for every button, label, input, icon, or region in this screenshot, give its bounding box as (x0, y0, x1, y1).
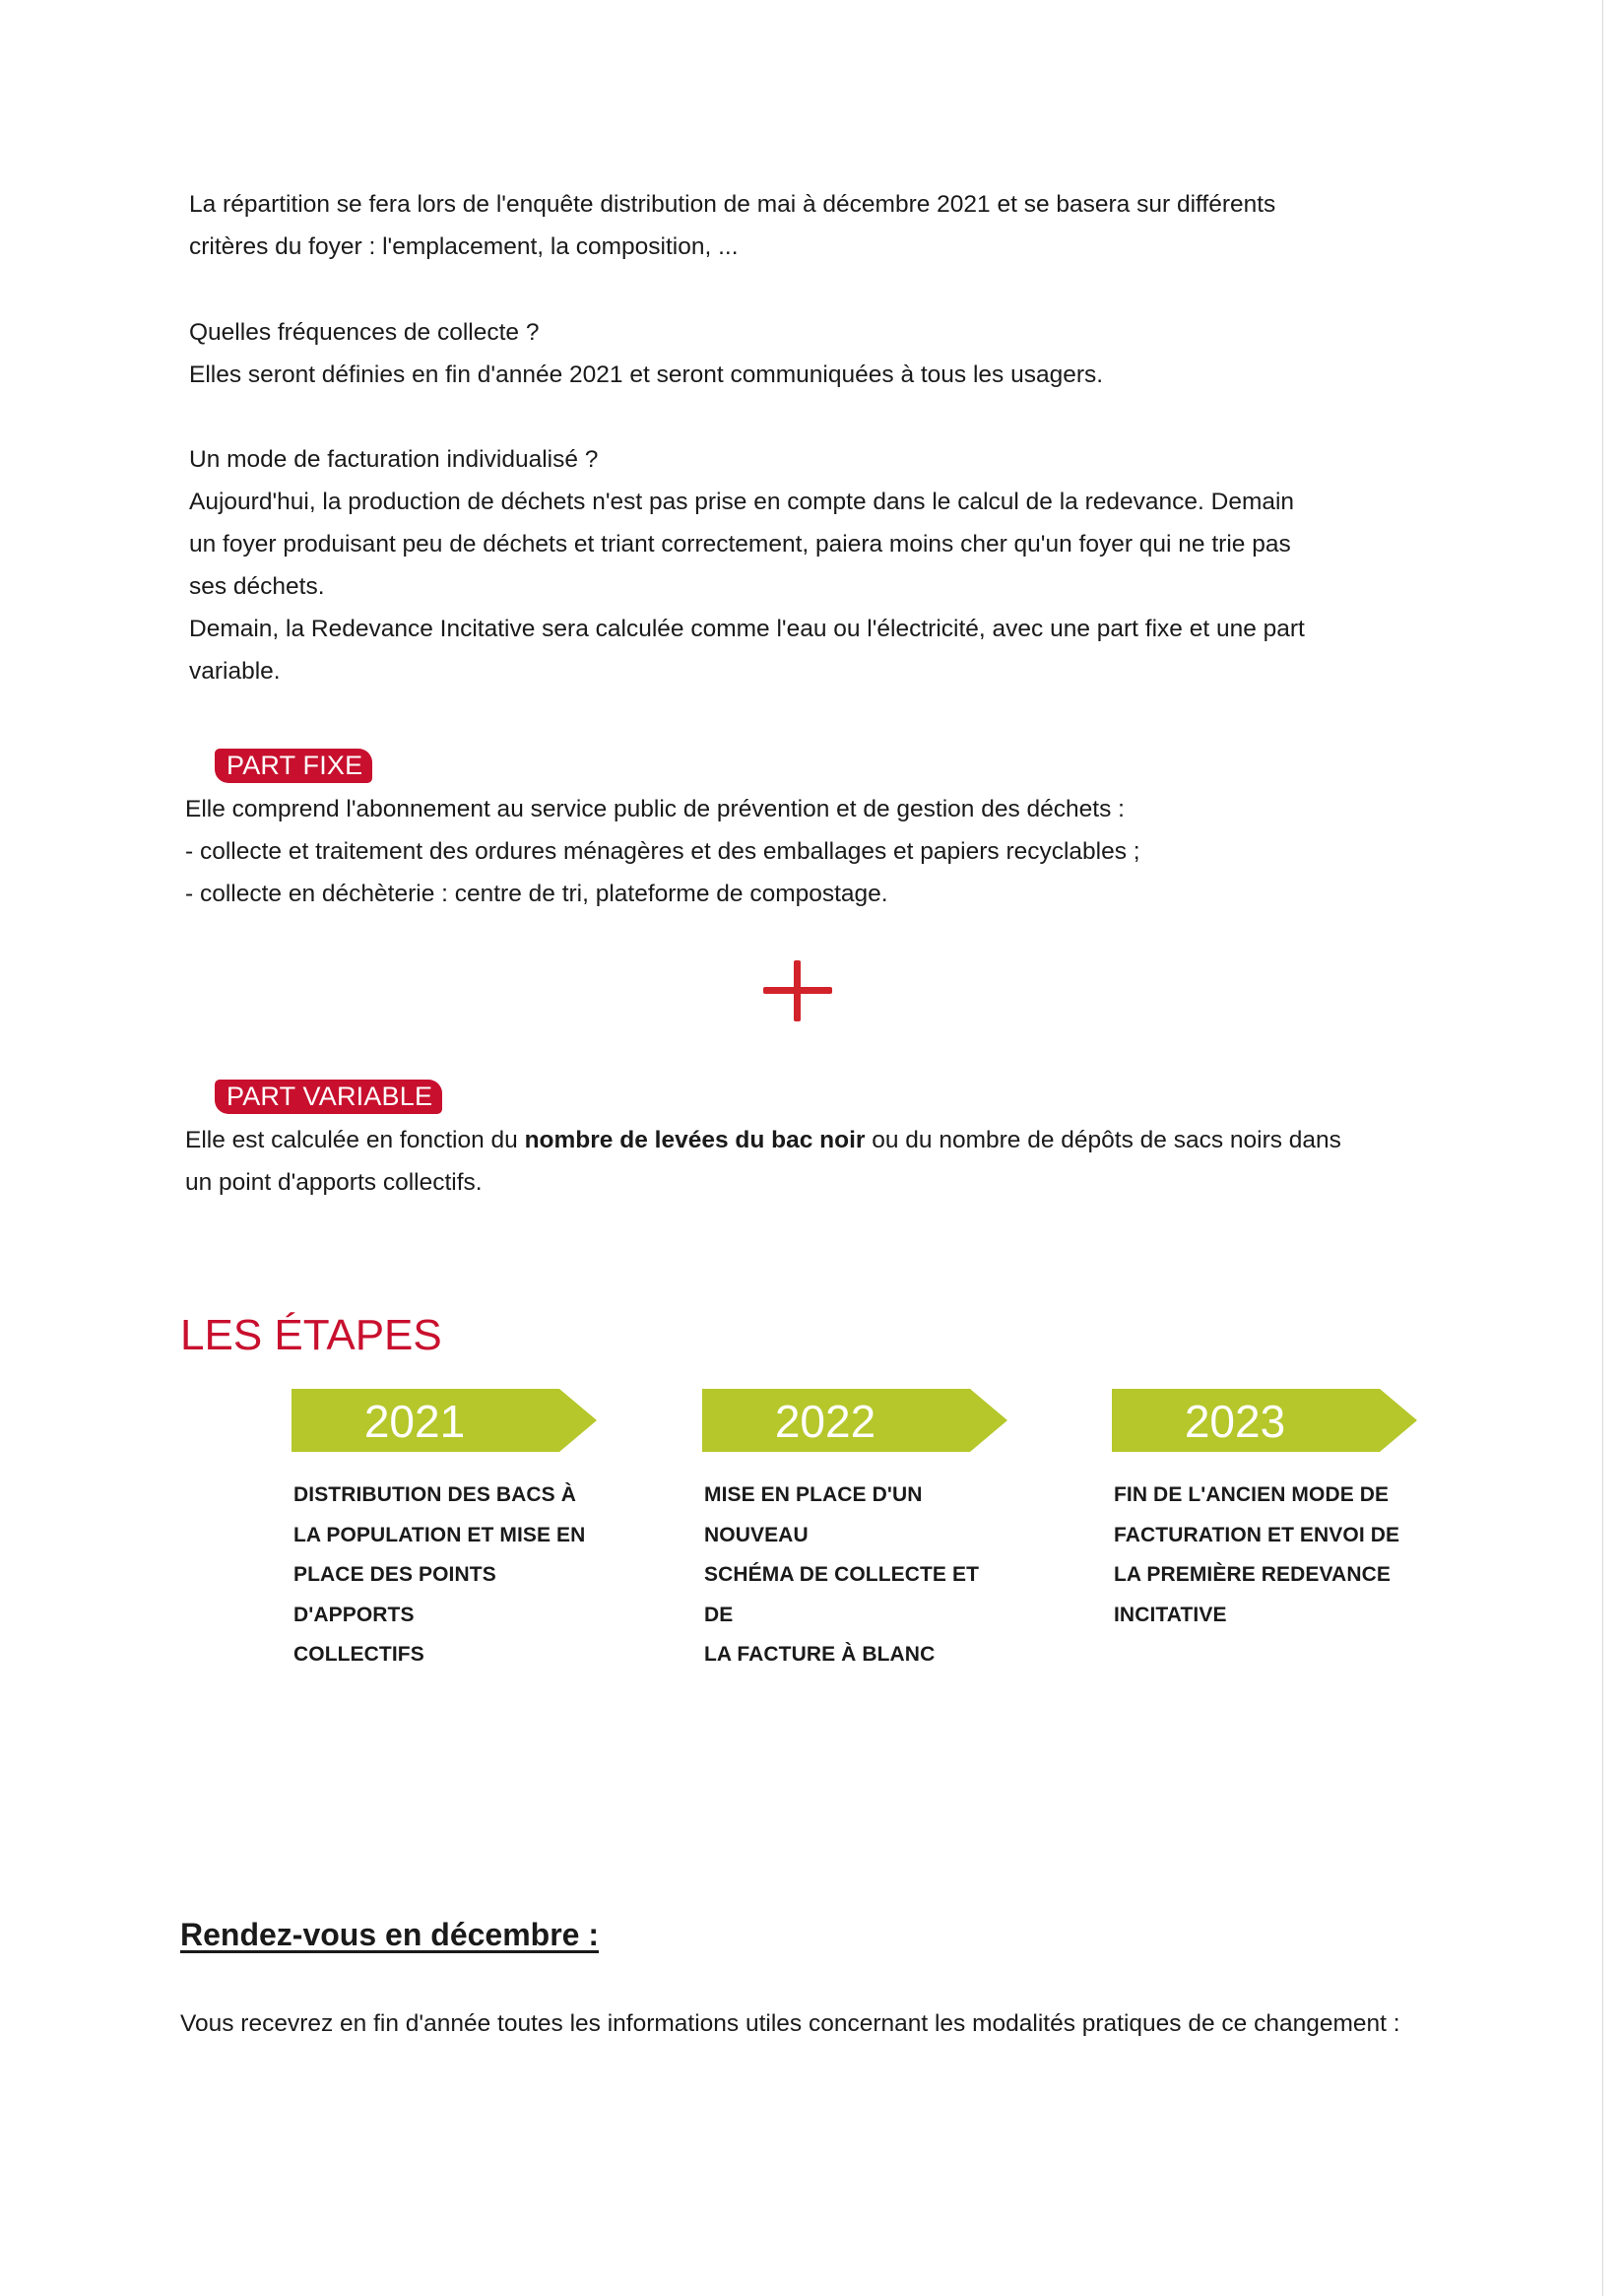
page-edge-line (1602, 0, 1603, 2296)
part-variable-line: un point d'apports collectifs. (185, 1169, 483, 1196)
part-fixe-badge: PART FIXE (215, 749, 372, 783)
step-2023 (1112, 1389, 1417, 1635)
part-fixe-line: - collecte en déchèterie : centre de tri, plateforme de compostage. (185, 881, 888, 907)
facturation-question: Un mode de facturation individualisé ? (189, 446, 599, 473)
part-fixe-line: - collecte et traitement des ordures ménagères et des emballages et papiers recyclables ; (185, 838, 1140, 865)
facturation-paragraph (189, 438, 1418, 692)
step-description (292, 1476, 597, 1675)
step-line: FACTURATION ET ENVOI DE (1114, 1523, 1400, 1546)
year-arrow (1112, 1389, 1417, 1452)
step-2022 (702, 1389, 1007, 1675)
facturation-line: un foyer produisant peu de déchets et triant correctement, paiera moins cher qu'un foyer qui ne trie pas (189, 531, 1291, 558)
step-line: SCHÉMA DE COLLECTE ET DE (704, 1563, 979, 1626)
step-description (702, 1476, 1007, 1675)
facturation-line: ses déchets. (189, 573, 325, 600)
step-line: DISTRIBUTION DES BACS À (293, 1483, 576, 1506)
part-fixe-line: Elle comprend l'abonnement au service public de prévention et de gestion des déchets : (185, 796, 1125, 822)
step-line: FIN DE L'ANCIEN MODE DE (1114, 1483, 1390, 1506)
plus-icon (763, 960, 832, 1021)
part-variable-paragraph (185, 1119, 1414, 1204)
intro-paragraph (189, 183, 1418, 268)
year-arrow (702, 1389, 1007, 1452)
facturation-line: Aujourd'hui, la production de déchets n'est pas prise en compte dans le calcul de la redevance. Demain (189, 489, 1295, 515)
facturation-line: Demain, la Redevance Incitative sera calculée comme l'eau ou l'électricité, avec une part fixe et une part (189, 616, 1305, 642)
step-line: COLLECTIFS (293, 1643, 424, 1666)
part-variable-text: Elle est calculée en fonction du (185, 1127, 525, 1153)
step-line: INCITATIVE (1114, 1603, 1227, 1626)
year-arrow (292, 1389, 597, 1452)
step-line: LA PREMIÈRE REDEVANCE (1114, 1563, 1391, 1586)
intro-line: La répartition se fera lors de l'enquête distribution de mai à décembre 2021 et se basera sur différents (189, 191, 1276, 218)
intro-line: critères du foyer : l'emplacement, la composition, ... (189, 233, 739, 260)
frequences-question: Quelles fréquences de collecte ? (189, 319, 540, 346)
step-line: PLACE DES POINTS D'APPORTS (293, 1563, 496, 1626)
part-variable-bold: nombre de levées du bac noir (524, 1127, 866, 1153)
facturation-line: variable. (189, 658, 281, 685)
part-variable-text: ou du nombre de dépôts de sacs noirs dans (865, 1127, 1341, 1153)
rendez-vous-text: Vous recevrez en fin d'année toutes les informations utiles concernant les modalités pratiques de ce changement : (180, 2010, 1400, 2037)
rendez-vous-title: Rendez-vous en décembre : (180, 1917, 599, 1952)
step-line: MISE EN PLACE D'UN NOUVEAU (704, 1483, 923, 1546)
part-fixe-paragraph (185, 788, 1414, 915)
step-line: LA FACTURE À BLANC (704, 1643, 936, 1666)
step-year: 2021 (363, 1396, 466, 1447)
frequences-answer: Elles seront définies en fin d'année 2021 et seront communiquées à tous les usagers. (189, 361, 1104, 388)
step-line: LA POPULATION ET MISE EN (293, 1523, 586, 1546)
step-year: 2023 (1184, 1396, 1286, 1447)
part-variable-badge: PART VARIABLE (215, 1080, 442, 1114)
etapes-title: LES ÉTAPES (180, 1311, 442, 1359)
step-2021 (292, 1389, 597, 1675)
step-description (1112, 1476, 1417, 1635)
frequences-paragraph (189, 311, 1418, 396)
step-year: 2022 (774, 1396, 876, 1447)
part-variable-line (185, 1119, 1414, 1161)
